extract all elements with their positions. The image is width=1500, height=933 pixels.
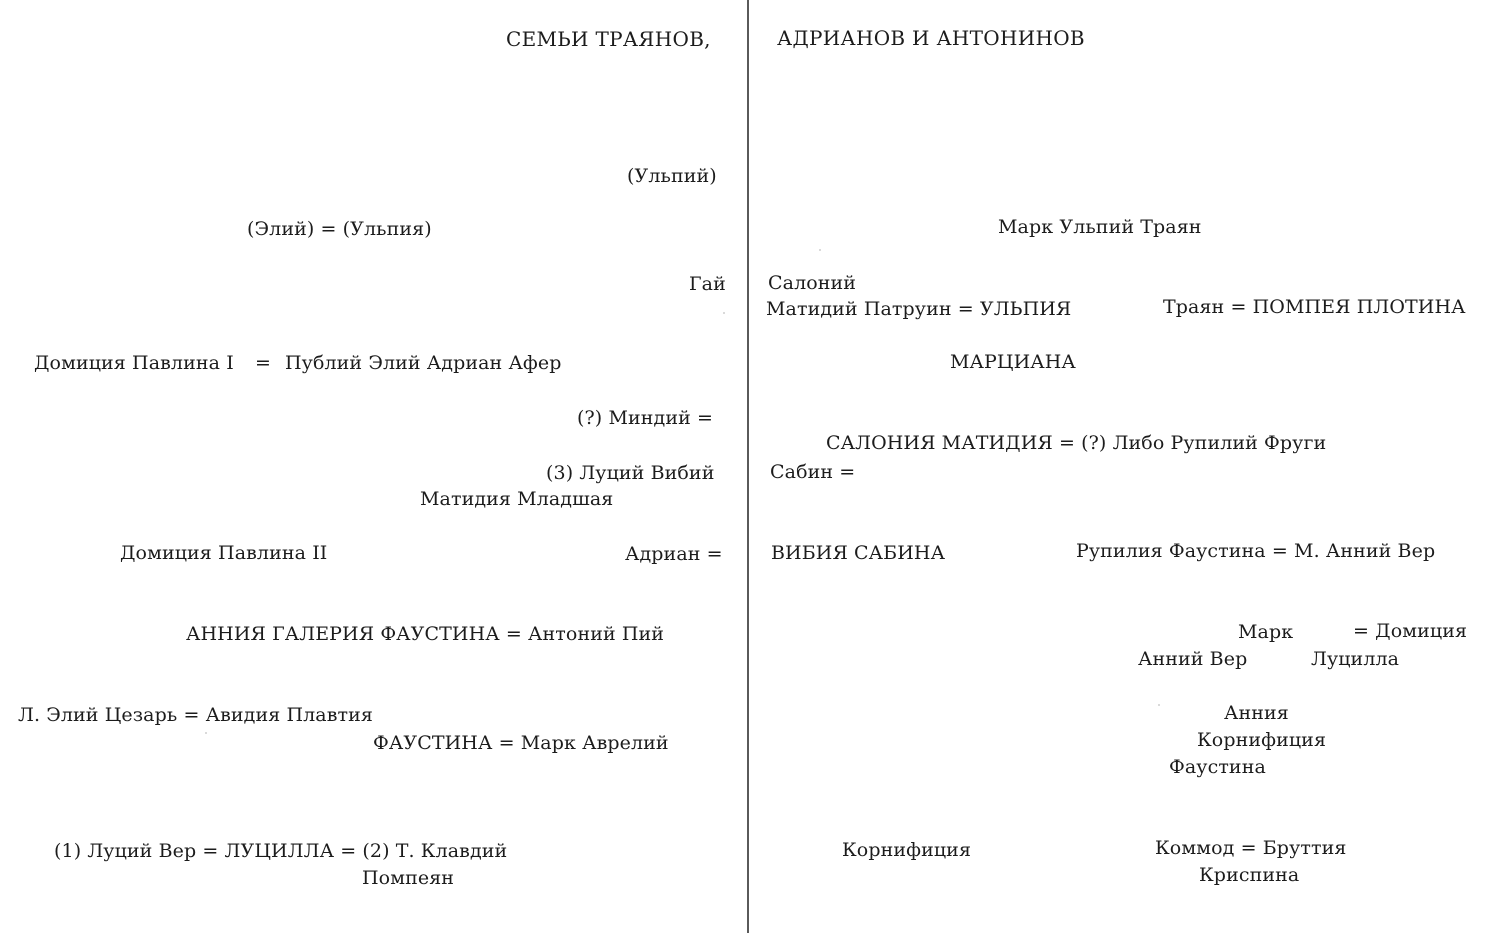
entry-rupiliya-faustina: Рупилия Фаустина = М. Анний Вер [1076,540,1436,562]
entry-kornificiya-1: Корнифиция [1197,729,1327,751]
entry-gay: Гай [689,273,726,295]
entry-mindiy: (?) Миндий = [577,407,714,429]
entry-matidiya-mladshaya: Матидия Младшая [420,488,614,510]
entry-kornificiya-2: Корнифиция [842,839,972,861]
entry-pompeyan: Помпеян [362,867,455,889]
entry-lucilla: Луцилла [1311,648,1400,670]
entry-equals-domiciya: = Домиция [1353,620,1468,642]
entry-adrian: Адриан = [625,543,723,565]
entry-mark: Марк [1238,621,1294,643]
scan-speck [723,312,725,314]
entry-eliy-ulpiya: (Элий) = (Ульпия) [247,218,432,240]
entry-marciana: МАРЦИАНА [950,351,1076,373]
entry-trayan-pompeya: Траян = ПОМПЕЯ ПЛОТИНА [1163,296,1466,318]
entry-vibiya-sabina: ВИБИЯ САБИНА [771,542,946,564]
entry-matidiy-patruin: Матидий Патруин = УЛЬПИЯ [766,298,1072,320]
entry-equals-sign: = [255,352,272,374]
page-title-left: СЕМЬИ ТРАЯНОВ, [506,27,711,51]
scan-speck [1158,704,1160,706]
entry-luciy-vibiy: (3) Луций Вибий [546,462,715,484]
entry-publiy-eliy: Публий Элий Адриан Афер [285,352,562,374]
scan-speck [205,732,207,734]
entry-faustina-2: Фаустина [1169,756,1266,778]
scan-speck [819,249,821,251]
entry-l-eliy-cezar: Л. Элий Цезарь = Авидия Плавтия [18,704,373,726]
entry-saloniya-matidiya: САЛОНИЯ МАТИДИЯ = (?) Либо Рупилий Фруги [826,432,1327,454]
entry-kommod: Коммод = Бруттия [1155,837,1347,859]
entry-ulpiy: (Ульпий) [627,165,717,187]
entry-anniya: Анния [1224,702,1289,724]
entry-faustina-mark-avreliy: ФАУСТИНА = Марк Аврелий [373,732,669,754]
page-title-right: АДРИАНОВ И АНТОНИНОВ [777,26,1085,50]
entry-sabin: Сабин = [770,461,856,483]
entry-saloniy: Салоний [768,272,857,294]
entry-anniy-ver: Анний Вер [1138,648,1248,670]
page-gutter [747,0,749,933]
entry-krispina: Криспина [1199,864,1300,886]
entry-domiciya-pavlina-2: Домиция Павлина II [120,542,328,564]
entry-anniya-galeriya: АННИЯ ГАЛЕРИЯ ФАУСТИНА = Антоний Пий [186,623,665,645]
entry-mark-ulpiy-trayan: Марк Ульпий Траян [998,216,1202,238]
entry-luciy-ver-lucilla: (1) Луций Вер = ЛУЦИЛЛА = (2) Т. Клавдий [54,840,508,862]
entry-domiciya-pavlina-1: Домиция Павлина I [34,352,234,374]
